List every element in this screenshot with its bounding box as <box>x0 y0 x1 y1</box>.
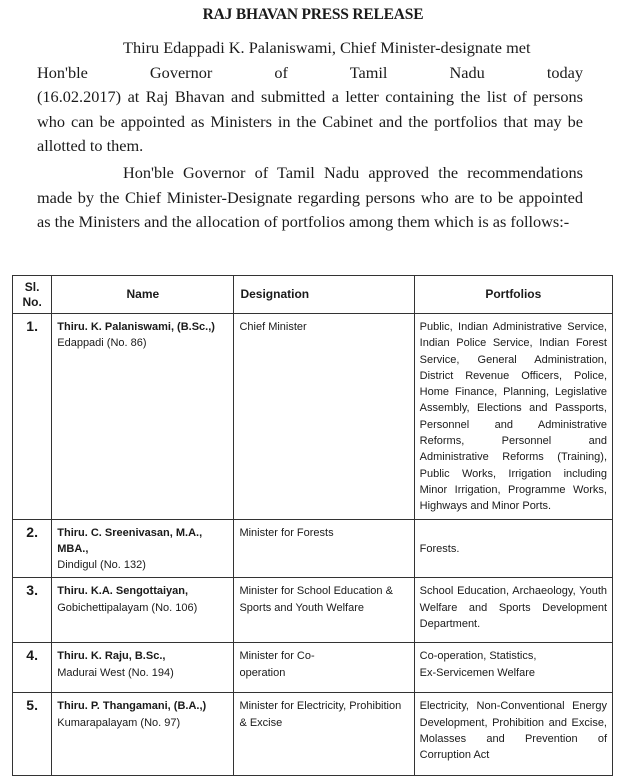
header-portfolios: Portfolios <box>414 276 612 314</box>
row-sl-no: 1. <box>13 314 52 520</box>
row-designation: Minister for School Education & Sports and Youth Welfare <box>234 578 414 643</box>
approval-paragraph: Hon'ble Governor of Tamil Nadu approved the recommendations made by the Chief Minister-Designate regarding persons who are to be appointed as the Ministers and the allocation of portfolios among them which is as follows:- <box>37 163 583 231</box>
intro-line-1: Thiru Edappadi K. Palaniswami, Chief Minister-designate met <box>123 38 531 57</box>
row-portfolios: Forests. <box>414 519 612 578</box>
row-sl-no: 2. <box>13 519 52 578</box>
row-sl-no: 4. <box>13 643 52 693</box>
ministers-table <box>12 275 613 776</box>
intro-line-2: Hon'ble Governor of Tamil Nadu today <box>37 62 583 82</box>
intro-rest: (16.02.2017) at Raj Bhavan and submitted a letter containing the list of persons who can be appointed as Ministers in the Cabinet and the portfolios that may be allotted to them. <box>37 87 583 155</box>
constituency: Dindigul (No. 132) <box>57 559 146 572</box>
row-portfolios: Public, Indian Administrative Service, Indian Police Service, Indian Forest Service, General Administration, District Revenue Officers, Police, Home Finance, Planning, Legislative Assembly, Elections and Passports, Personnel and Administrative Reforms, Personnel and Administrative Reforms (Training), Public Works, Irrigation including Minor Irrigation, Programme Works, Highways and Minor Ports. <box>414 314 612 520</box>
minister-name: Thiru. K.A. Sengottaiyan, <box>57 585 189 598</box>
row-designation: Minister for Forests <box>234 519 414 578</box>
table-row <box>13 578 613 643</box>
row-designation: Minister for Electricity, Prohibition & Excise <box>234 693 414 776</box>
table-row <box>13 519 613 578</box>
minister-name: Thiru. K. Palaniswami, (B.Sc.,) <box>57 321 215 333</box>
minister-name: Thiru. C. Sreenivasan, M.A., MBA., <box>57 526 203 555</box>
row-sl-no: 5. <box>13 693 52 776</box>
row-name-cell <box>52 519 234 578</box>
row-sl-no: 3. <box>13 578 52 643</box>
intro-paragraph <box>37 36 583 159</box>
row-name-cell <box>52 578 234 643</box>
table-row <box>13 643 613 693</box>
row-portfolios: School Education, Archaeology, Youth Welfare and Sports Development Department. <box>414 578 612 643</box>
header-designation: Designation <box>234 276 414 314</box>
table-row <box>13 314 613 520</box>
header-sl-no: Sl. No. <box>13 276 52 314</box>
row-name-cell <box>52 314 234 520</box>
press-release-title: RAJ BHAVAN PRESS RELEASE <box>202 6 424 23</box>
constituency: Kumarapalayam (No. 97) <box>57 716 181 729</box>
table-header-row <box>13 276 613 314</box>
constituency: Madurai West (No. 194) <box>57 666 174 679</box>
constituency: Edappadi (No. 86) <box>57 337 147 350</box>
row-name-cell <box>52 643 234 693</box>
minister-name: Thiru. P. Thangamani, (B.A.,) <box>57 700 207 713</box>
row-portfolios: Co-operation, Statistics, Ex-Servicemen Welfare <box>414 643 612 693</box>
minister-name: Thiru. K. Raju, B.Sc., <box>57 650 166 663</box>
row-designation: Chief Minister <box>234 314 414 520</box>
header-name: Name <box>52 276 234 314</box>
row-designation: Minister for Co-operation <box>234 643 414 693</box>
row-portfolios: Electricity, Non-Conventional Energy Development, Prohibition and Excise, Molasses and Prevention of Corruption Act <box>414 693 612 776</box>
constituency: Gobichettipalayam (No. 106) <box>57 601 198 614</box>
